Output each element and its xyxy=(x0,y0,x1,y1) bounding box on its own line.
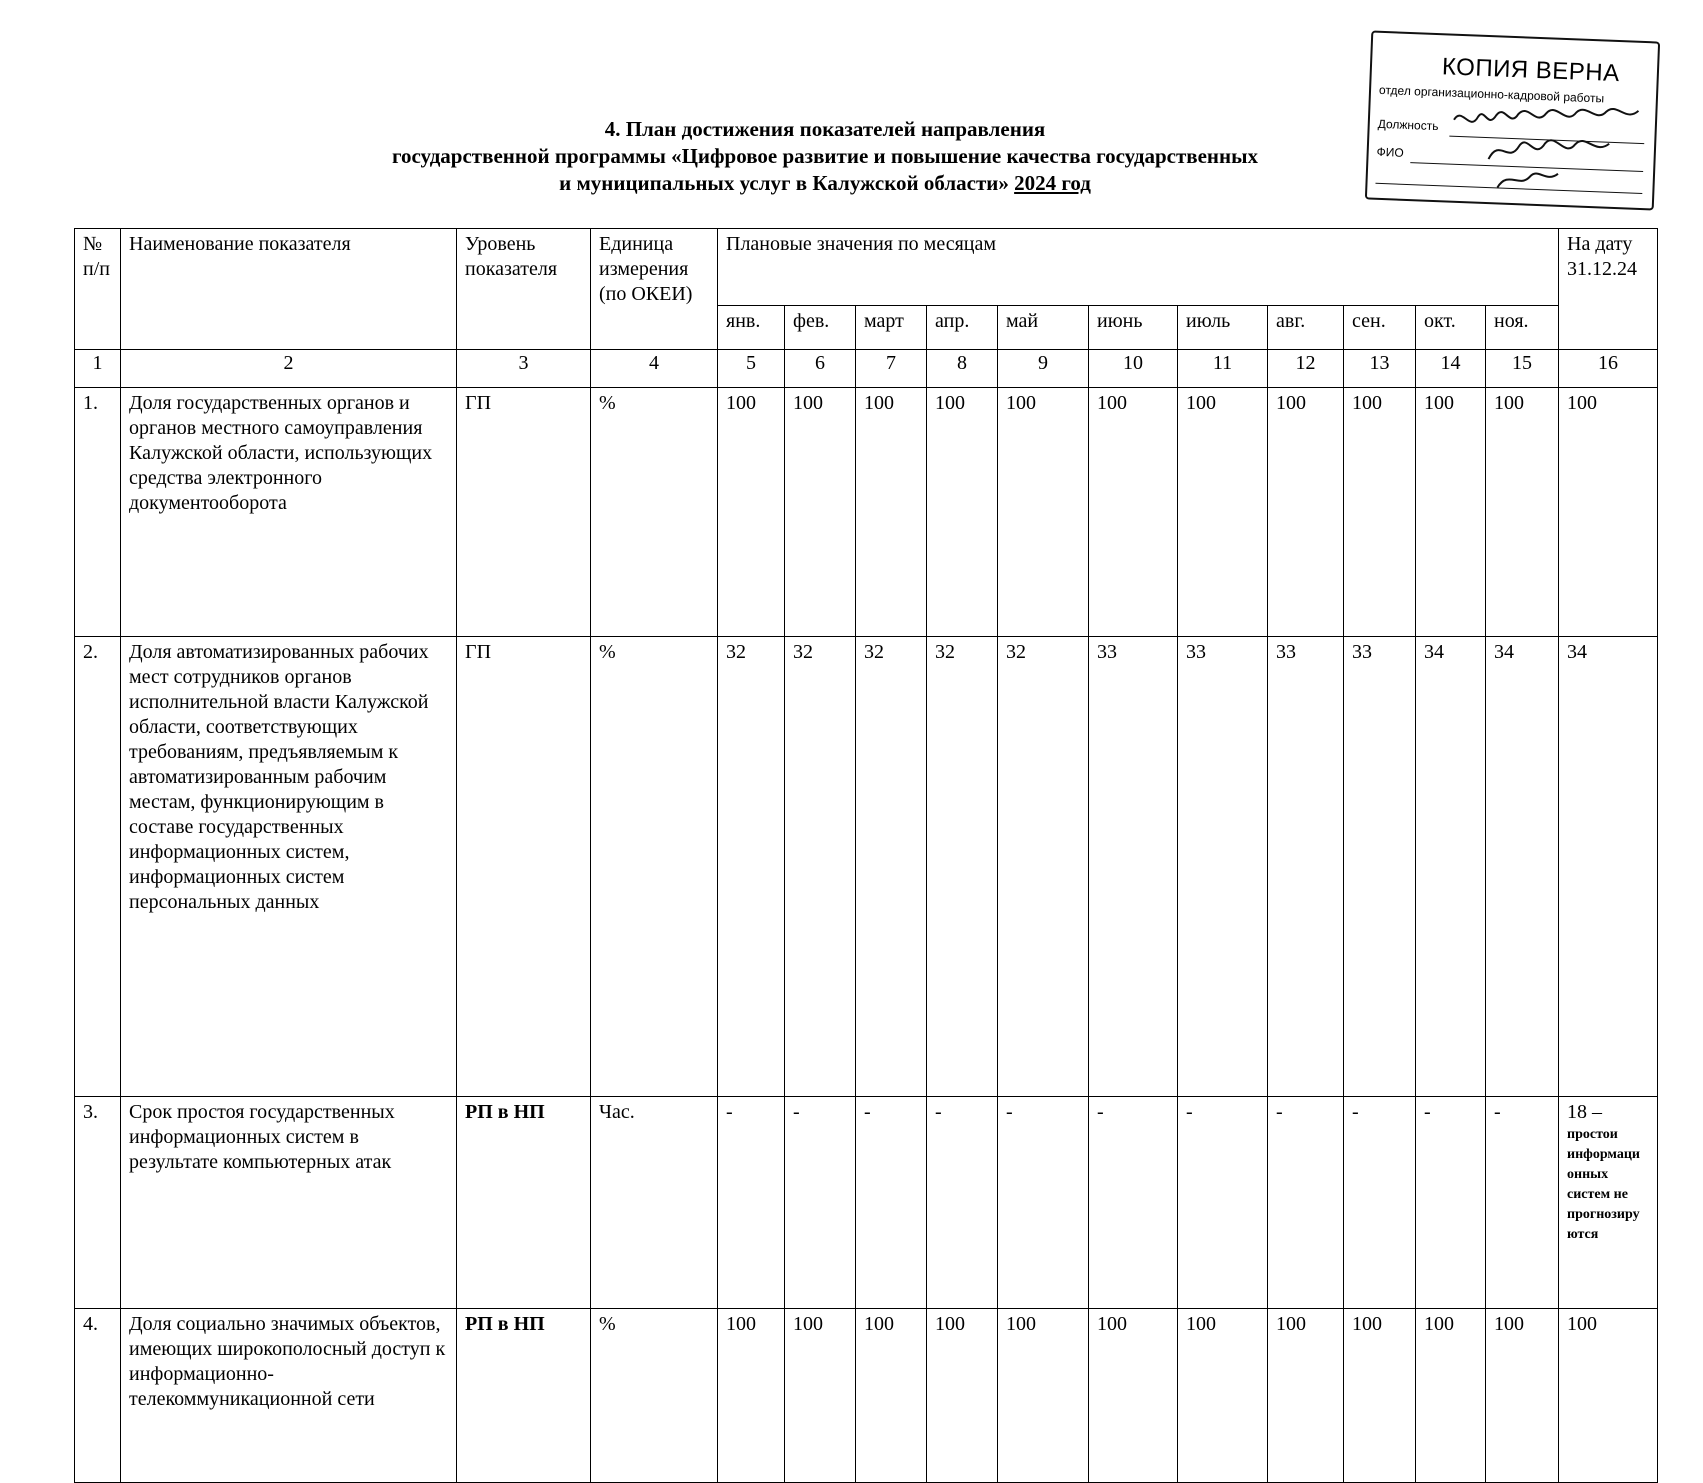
row-value: 100 xyxy=(856,387,927,636)
row-name: Доля государственных органов и органов местного самоуправления Калужской области, использующих средства электронного документооборота xyxy=(121,387,457,636)
row-name: Доля автоматизированных рабочих мест сотрудников органов исполнительной власти Калужской области, соответствующих требованиям, предъявляемым к автоматизированным рабочим местам, функционирующим в составе государственных информационных систем, информационных систем персональных данных xyxy=(121,637,457,1097)
column-number: 1 xyxy=(75,349,121,387)
row-end-value: 100 xyxy=(1559,1309,1658,1483)
row-value: 100 xyxy=(927,1309,998,1483)
column-number: 3 xyxy=(457,349,591,387)
row-name: Доля социально значимых объектов, имеющих широкополосный доступ к информационно-телекоммуникационной сети xyxy=(121,1309,457,1483)
title-line-3-text: и муниципальных услуг в Калужской области» xyxy=(559,171,1009,195)
month-cell: янв. xyxy=(718,306,785,349)
row-num: 1. xyxy=(75,387,121,636)
header-name: Наименование показателя xyxy=(121,229,457,350)
row-value: - xyxy=(856,1096,927,1309)
row-unit: % xyxy=(591,1309,718,1483)
row-end-value xyxy=(1559,1096,1658,1309)
document-title xyxy=(240,116,1410,197)
header-num: № п/п xyxy=(75,229,121,350)
stamp-department: отдел организационно-кадровой работы xyxy=(1378,82,1605,106)
row-value: 32 xyxy=(785,637,856,1097)
row-value: 100 xyxy=(1416,1309,1486,1483)
stamp-fio-label: ФИО xyxy=(1376,144,1405,160)
row-value: 100 xyxy=(1178,1309,1268,1483)
month-cell: апр. xyxy=(927,306,998,349)
row-value: 100 xyxy=(785,387,856,636)
row-value: - xyxy=(1089,1096,1178,1309)
row-level: РП в НП xyxy=(457,1309,591,1483)
row-level: ГП xyxy=(457,637,591,1097)
table-row xyxy=(75,637,1658,1097)
stamp-position-label: Должность xyxy=(1377,116,1439,134)
column-number: 10 xyxy=(1089,349,1178,387)
row-value: 33 xyxy=(1089,637,1178,1097)
month-cell: сен. xyxy=(1344,306,1416,349)
column-number: 12 xyxy=(1268,349,1344,387)
column-number: 6 xyxy=(785,349,856,387)
month-cell: авг. xyxy=(1268,306,1344,349)
row-value: 100 xyxy=(1268,1309,1344,1483)
stamp-heading: КОПИЯ ВЕРНА xyxy=(1441,53,1621,88)
row-num: 2. xyxy=(75,637,121,1097)
certified-copy-stamp xyxy=(1365,31,1660,211)
row-num: 4. xyxy=(75,1309,121,1483)
row-value: - xyxy=(1486,1096,1559,1309)
row-value: - xyxy=(1178,1096,1268,1309)
row-level: ГП xyxy=(457,387,591,636)
header-unit: Единица измерения (по ОКЕИ) xyxy=(591,229,718,350)
month-cell: июнь xyxy=(1089,306,1178,349)
row-value: - xyxy=(1344,1096,1416,1309)
row-value: 100 xyxy=(785,1309,856,1483)
row-value: 100 xyxy=(1486,387,1559,636)
row-value: 32 xyxy=(856,637,927,1097)
column-number: 7 xyxy=(856,349,927,387)
row-value: 100 xyxy=(856,1309,927,1483)
row-name: Срок простоя государственных информационных систем в результате компьютерных атак xyxy=(121,1096,457,1309)
row-end-value: 34 xyxy=(1559,637,1658,1097)
month-cell: март xyxy=(856,306,927,349)
header-row xyxy=(75,229,1658,306)
indicators-table xyxy=(74,228,1658,1483)
header-level: Уровень показателя xyxy=(457,229,591,350)
row-end-value: 100 xyxy=(1559,387,1658,636)
month-cell: окт. xyxy=(1416,306,1486,349)
row-value: 100 xyxy=(1416,387,1486,636)
row-value: 32 xyxy=(998,637,1089,1097)
row-value: 32 xyxy=(927,637,998,1097)
row-value: 100 xyxy=(718,387,785,636)
column-number: 13 xyxy=(1344,349,1416,387)
title-line-3 xyxy=(240,170,1410,197)
header-date: На дату 31.12.24 xyxy=(1559,229,1658,350)
month-cell: фев. xyxy=(785,306,856,349)
header-plan: Плановые значения по месяцам xyxy=(718,229,1559,306)
row-unit: % xyxy=(591,637,718,1097)
column-number: 2 xyxy=(121,349,457,387)
row-value: 100 xyxy=(1089,387,1178,636)
row-value: 100 xyxy=(1178,387,1268,636)
row-value: 33 xyxy=(1178,637,1268,1097)
row-end-value-text: 18 – xyxy=(1567,1100,1602,1123)
row-value: 34 xyxy=(1416,637,1486,1097)
row-value: - xyxy=(785,1096,856,1309)
table-row xyxy=(75,1096,1658,1309)
row-value: - xyxy=(1268,1096,1344,1309)
row-value: 32 xyxy=(718,637,785,1097)
row-end-note: простои информаци онных систем не прогнозиру ются xyxy=(1567,1126,1640,1242)
row-unit: Час. xyxy=(591,1096,718,1309)
title-line-2: государственной программы «Цифровое развитие и повышение качества государственных xyxy=(391,144,1259,168)
row-value: 100 xyxy=(927,387,998,636)
row-value: - xyxy=(718,1096,785,1309)
row-value: 100 xyxy=(998,1309,1089,1483)
column-number-row xyxy=(75,349,1658,387)
month-cell: май xyxy=(998,306,1089,349)
column-number: 14 xyxy=(1416,349,1486,387)
row-value: 33 xyxy=(1344,637,1416,1097)
table-row xyxy=(75,1309,1658,1483)
row-unit: % xyxy=(591,387,718,636)
column-number: 11 xyxy=(1178,349,1268,387)
month-cell: июль xyxy=(1178,306,1268,349)
row-value: 100 xyxy=(1486,1309,1559,1483)
column-number: 9 xyxy=(998,349,1089,387)
column-number: 15 xyxy=(1486,349,1559,387)
row-value: 100 xyxy=(718,1309,785,1483)
row-num: 3. xyxy=(75,1096,121,1309)
row-value: - xyxy=(998,1096,1089,1309)
row-level: РП в НП xyxy=(457,1096,591,1309)
title-line-1: 4. План достижения показателей направления xyxy=(604,117,1046,141)
row-value: 100 xyxy=(1344,387,1416,636)
row-value: 100 xyxy=(1268,387,1344,636)
row-value: 100 xyxy=(1344,1309,1416,1483)
title-year: 2024 год xyxy=(1014,171,1091,195)
row-value: - xyxy=(1416,1096,1486,1309)
column-number: 4 xyxy=(591,349,718,387)
column-number: 5 xyxy=(718,349,785,387)
row-value: 33 xyxy=(1268,637,1344,1097)
row-value: 34 xyxy=(1486,637,1559,1097)
handwritten-signature xyxy=(1367,33,1658,209)
table-row xyxy=(75,387,1658,636)
month-cell: ноя. xyxy=(1486,306,1559,349)
column-number: 16 xyxy=(1559,349,1658,387)
row-value: 100 xyxy=(998,387,1089,636)
column-number: 8 xyxy=(927,349,998,387)
row-value: 100 xyxy=(1089,1309,1178,1483)
row-value: - xyxy=(927,1096,998,1309)
